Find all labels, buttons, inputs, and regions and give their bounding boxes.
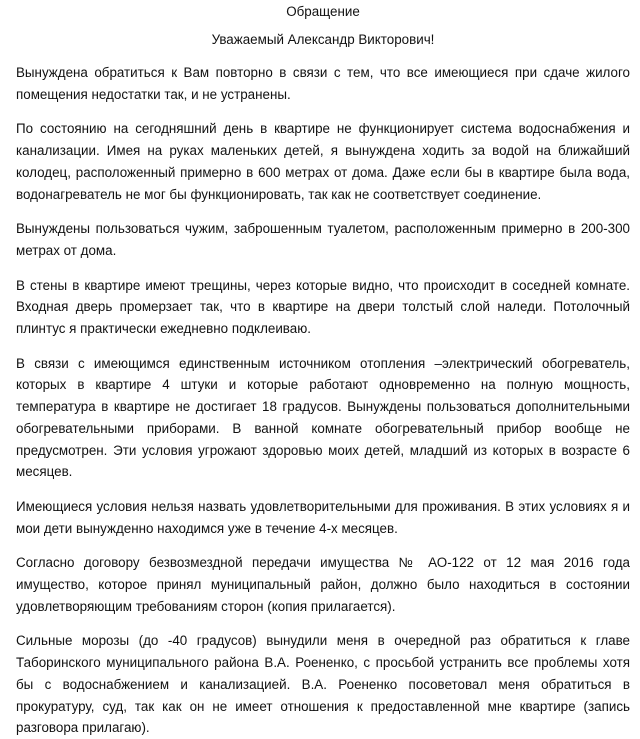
paragraph-6: Имеющиеся условия нельзя назвать удовлетворительными для проживания. В этих условиях я и мои дети вынужденно находимся уже в течение 4-х месяцев. bbox=[16, 498, 630, 536]
paragraph-2: По состоянию на сегодняшний день в квартире не функционирует система водоснабжения и канализации. Имея на руках маленьких детей, я вынуждена ходить за водой на ближайший колодец, расположенный примерно в 600 метрах от дома. Даже если бы в квартире была вода, водонагреватель не мог бы функционировать, так как не соответствует соединение. bbox=[16, 121, 630, 202]
paragraph-7: Согласно договору безвозмездной передачи имущества № АО-122 от 12 мая 2016 года имущество, которое принял муниципальный район, должно было находиться в состоянии удовлетворяющим требованиям сторон (копия прилагается). bbox=[16, 555, 630, 614]
letter-title: Обращение bbox=[286, 4, 360, 19]
paragraph-4: В стены в квартире имеют трещины, через которые видно, что происходит в соседней комнате. Входная дверь промерзает так, что в квартире на двери толстый слой наледи. Потолочный плинтус я практически ежедневно подклеиваю. bbox=[16, 277, 630, 337]
paragraph-8: Сильные морозы (до -40 градусов) вынудили меня в очередной раз обратиться к главе Таборинского муниципального района В.А. Роененко, с просьбой устранить все проблемы хотя бы с водоснабжением и канализацией. В.А. Роененко посоветовал меня обратиться в прокуратуру, суд, так как он не имеет отношения к предоставленной мне квартире (запись разговора прилагаю). bbox=[16, 633, 630, 736]
paragraph-1: Вынуждена обратиться к Вам повторно в связи с тем, что все имеющиеся при сдаче жилого помещения недостатки так, и не устранены. bbox=[16, 65, 630, 102]
paragraph-3: Вынуждены пользоваться чужим, заброшенным туалетом, расположенным примерно в 200-300 метрах от дома. bbox=[16, 221, 630, 258]
letter-body bbox=[16, 62, 630, 739]
paragraph-5: В связи с имеющимся единственным источником отопления –электрический обогреватель, которых в квартире 4 штуки и которые работают одновременно на полную мощность, температура в квартире не достигает 18 градусов. Вынуждены пользоваться дополнительными обогревательными приборами. В ванной комнате обогревательный прибор вообще не предусмотрен. Эти условия угрожают здоровью моих детей, младший из которых в возрасте 6 месяцев. bbox=[16, 355, 630, 480]
letter-salutation: Уважаемый Александр Викторович! bbox=[211, 32, 435, 47]
